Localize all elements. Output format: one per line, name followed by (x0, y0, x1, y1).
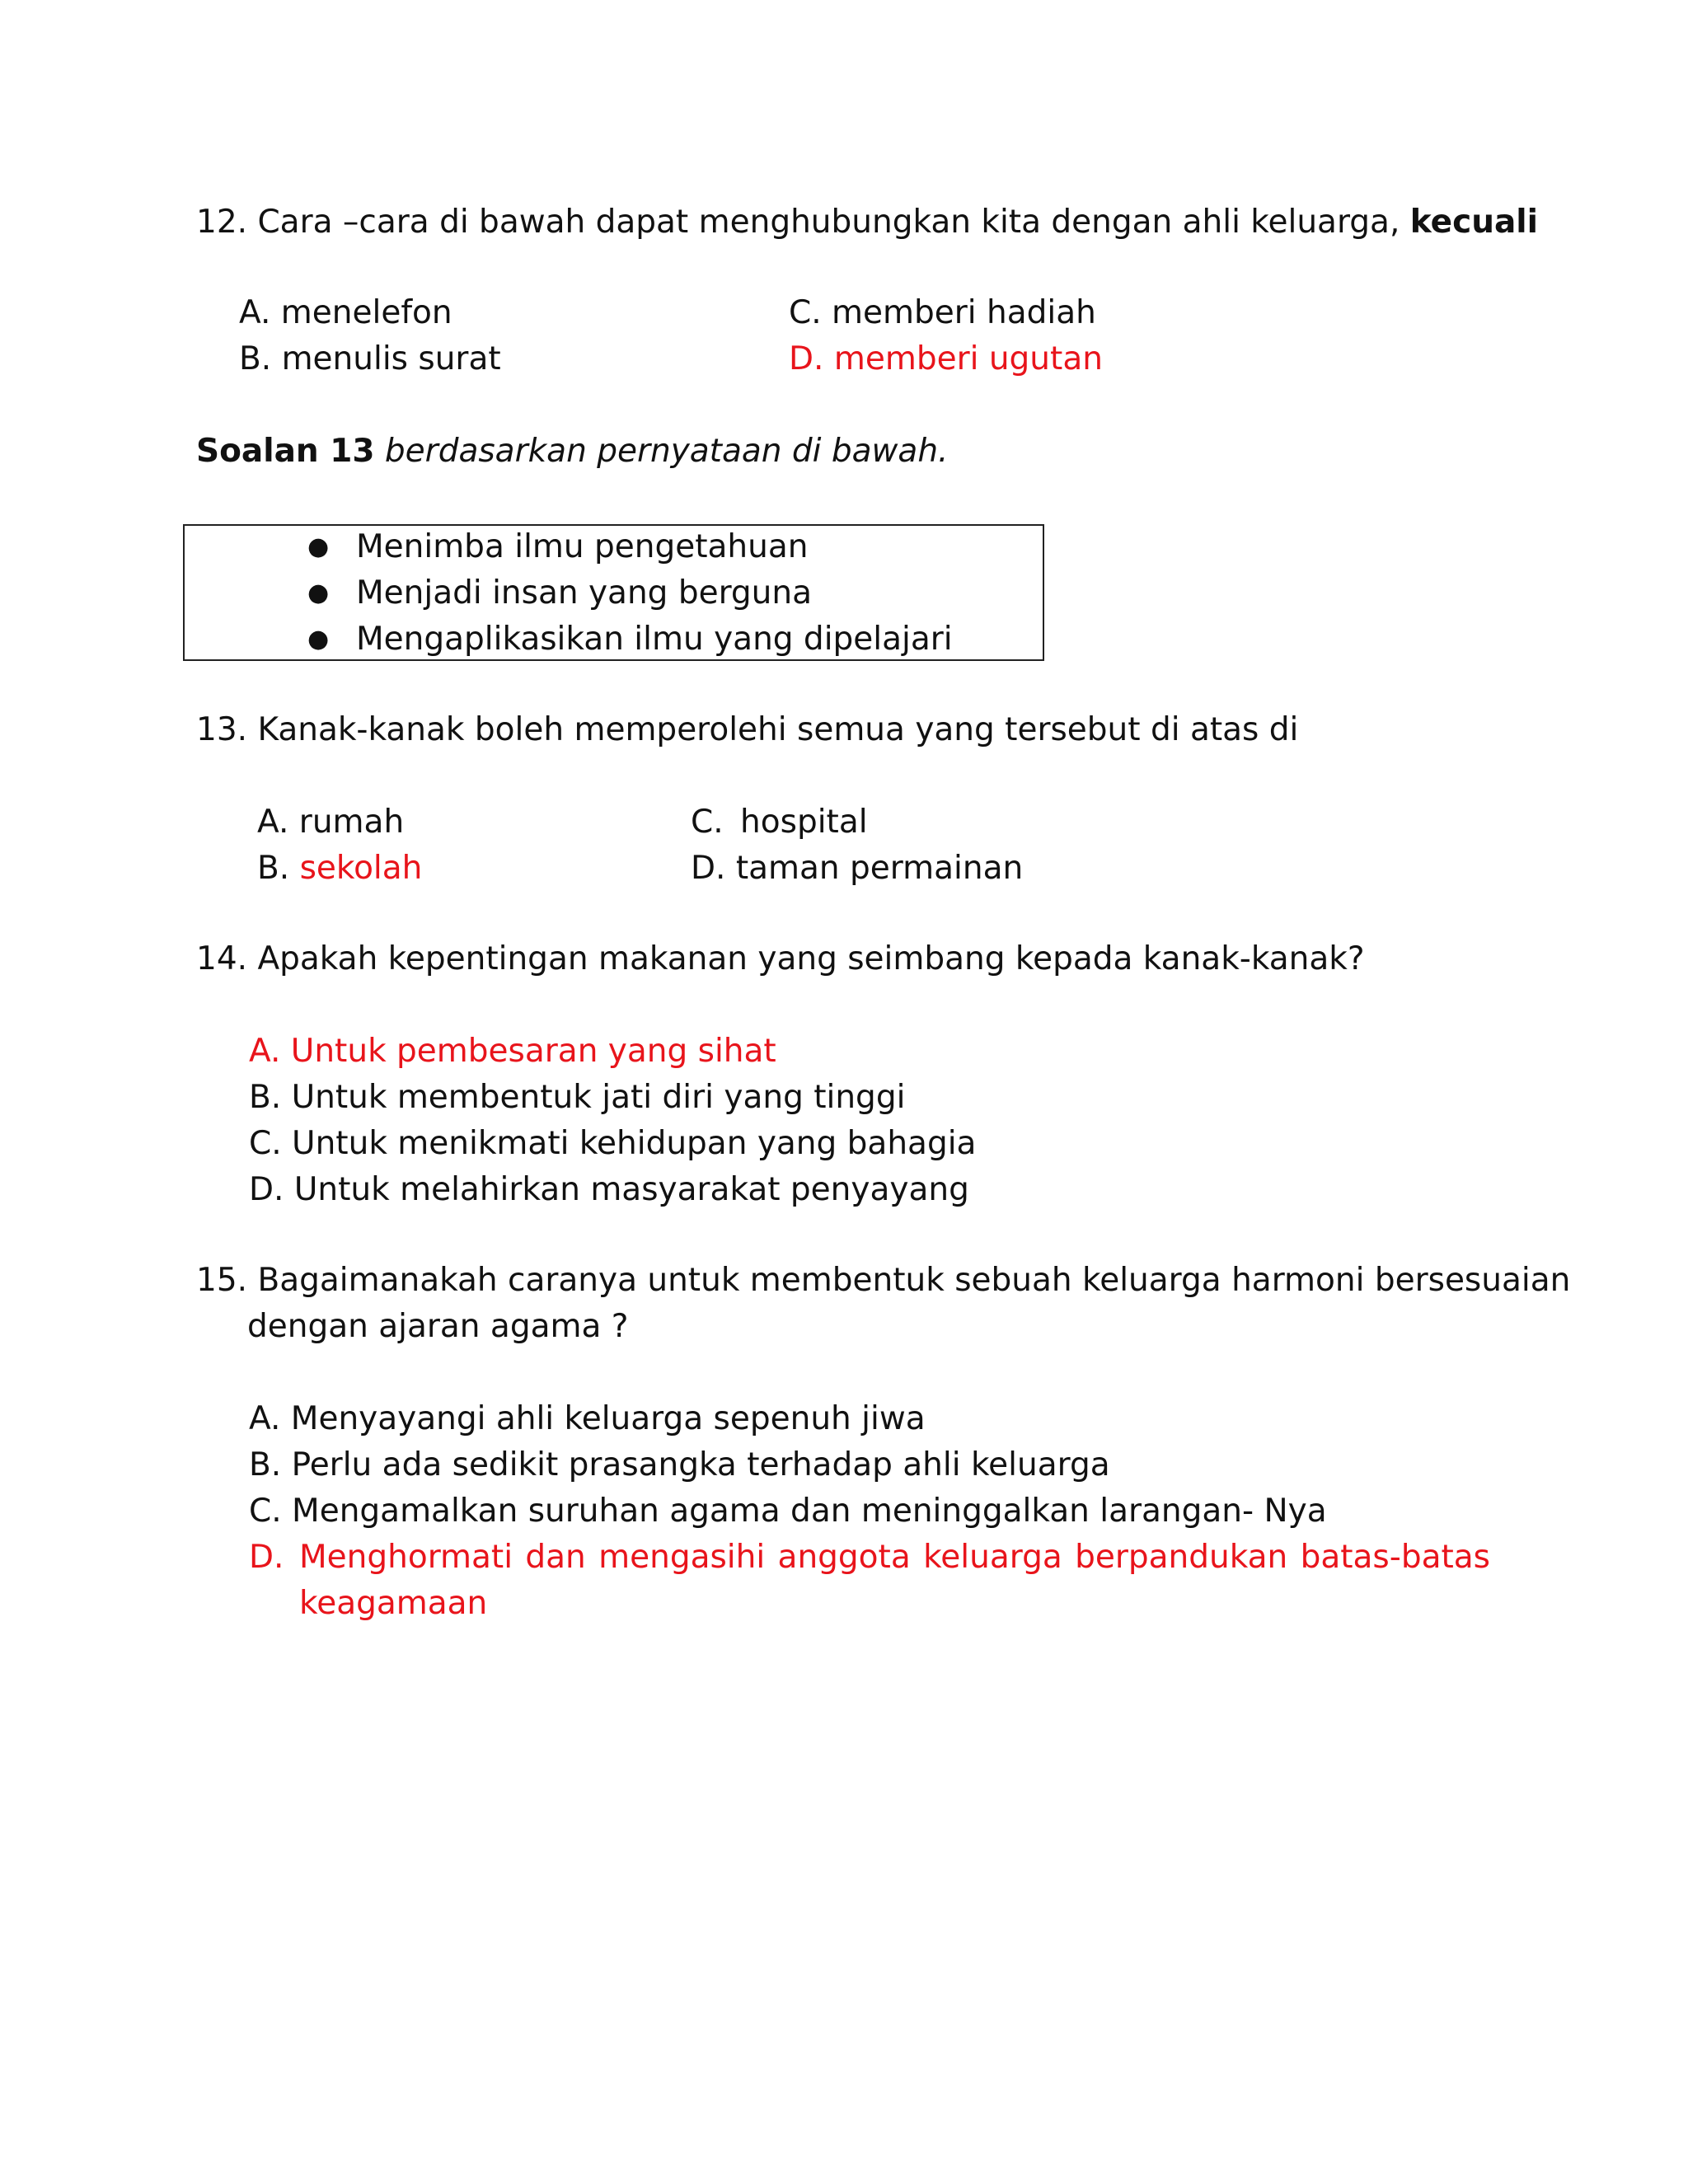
question-15 (196, 1258, 1570, 1304)
question-14 (196, 936, 1365, 982)
question-number: 15. (196, 1262, 248, 1299)
option-text: menelefon (280, 294, 452, 331)
question-number: 14. (196, 940, 248, 977)
option-letter: A. (239, 294, 271, 331)
statement-item: Menjadi insan yang berguna (356, 574, 813, 612)
q14-option-b (249, 1075, 905, 1121)
question-text: Bagaimanakah caranya untuk membentuk sebuah keluarga harmoni bersesuaian (257, 1262, 1571, 1299)
option-text: Menyayangi ahli keluarga sepenuh jiwa (290, 1400, 926, 1437)
statement-item: Menimba ilmu pengetahuan (356, 528, 809, 565)
option-letter: B. (257, 850, 290, 887)
option-word: dan (525, 1539, 586, 1576)
option-word: batas-batas (1300, 1539, 1490, 1576)
statement-item: Mengaplikasikan ilmu yang dipelajari (356, 621, 953, 658)
option-letter: C. (249, 1125, 282, 1162)
option-text: Untuk pembesaran yang sihat (290, 1033, 776, 1070)
q15-option-d-answer (299, 1535, 1490, 1581)
option-text: Perlu ada sedikit prasangka terhadap ahli keluarga (291, 1446, 1110, 1483)
option-text: memberi ugutan (833, 340, 1103, 377)
question-13 (196, 707, 1298, 753)
option-word: Menghormati (299, 1539, 513, 1576)
option-text: Untuk menikmati kehidupan yang bahagia (292, 1125, 977, 1162)
option-text: Untuk membentuk jati diri yang tinggi (291, 1079, 906, 1116)
question-keyword: kecuali (1409, 204, 1539, 241)
option-letter: D. (789, 340, 824, 377)
question-number: 13. (196, 711, 248, 748)
q12-option-a (239, 290, 452, 336)
option-word: keluarga (923, 1539, 1062, 1576)
option-word: mengasihi (598, 1539, 766, 1576)
option-letter: B. (249, 1079, 282, 1116)
q13-option-b-answer (257, 846, 422, 892)
question-13-intro (196, 429, 948, 475)
question-15-line2: dengan ajaran agama ? (247, 1308, 629, 1345)
q13-option-c (691, 799, 868, 846)
question-12 (196, 199, 1538, 246)
option-text: Untuk melahirkan masyarakat penyayang (293, 1171, 969, 1208)
q13-option-a (257, 799, 404, 846)
option-text: rumah (298, 804, 405, 841)
option-letter: B. (239, 340, 272, 377)
bullet-icon: ● (307, 532, 330, 561)
bullet-icon: ● (307, 579, 330, 607)
q15-option-c (249, 1488, 1327, 1535)
q14-option-d (249, 1167, 969, 1213)
question-text: Apakah kepentingan makanan yang seimbang kepada kanak-kanak? (257, 940, 1365, 977)
q15-option-a (249, 1396, 926, 1442)
q15-option-d-continuation: keagamaan (299, 1585, 488, 1622)
option-letter: D. (249, 1171, 284, 1208)
option-letter: A. (249, 1033, 281, 1070)
option-text: taman permainan (735, 850, 1024, 887)
option-text: memberi hadiah (832, 294, 1096, 331)
option-letter: C. (789, 294, 822, 331)
option-text: menulis surat (281, 340, 501, 377)
option-letter: C. (249, 1493, 282, 1530)
option-word: anggota (777, 1539, 911, 1576)
intro-bold: Soalan 13 (196, 433, 375, 470)
q14-option-c (249, 1121, 976, 1167)
q13-option-d (691, 846, 1023, 892)
option-text: hospital (740, 804, 868, 841)
option-text: Mengamalkan suruhan agama dan meninggalkan larangan- Nya (292, 1493, 1327, 1530)
question-text: Kanak-kanak boleh memperolehi semua yang tersebut di atas di (257, 711, 1299, 748)
option-word: berpandukan (1075, 1539, 1288, 1576)
question-text: Cara –cara di bawah dapat menghubungkan kita dengan ahli keluarga, (257, 204, 1400, 241)
bullet-icon: ● (307, 625, 330, 654)
question-number: 12. (196, 204, 248, 241)
q12-option-d-answer (789, 336, 1103, 382)
intro-italic: berdasarkan pernyataan di bawah. (384, 433, 949, 470)
q12-option-b (239, 336, 501, 382)
option-text: sekolah (299, 850, 423, 887)
q12-option-c (789, 290, 1096, 336)
option-letter: A. (249, 1400, 281, 1437)
option-letter: A. (257, 804, 289, 841)
q15-option-d-letter: D. (249, 1539, 284, 1576)
option-letter: B. (249, 1446, 282, 1483)
q14-option-a-answer (249, 1029, 776, 1075)
option-letter: D. (691, 850, 726, 887)
q15-option-b (249, 1442, 1110, 1488)
option-letter: C. (691, 804, 724, 841)
